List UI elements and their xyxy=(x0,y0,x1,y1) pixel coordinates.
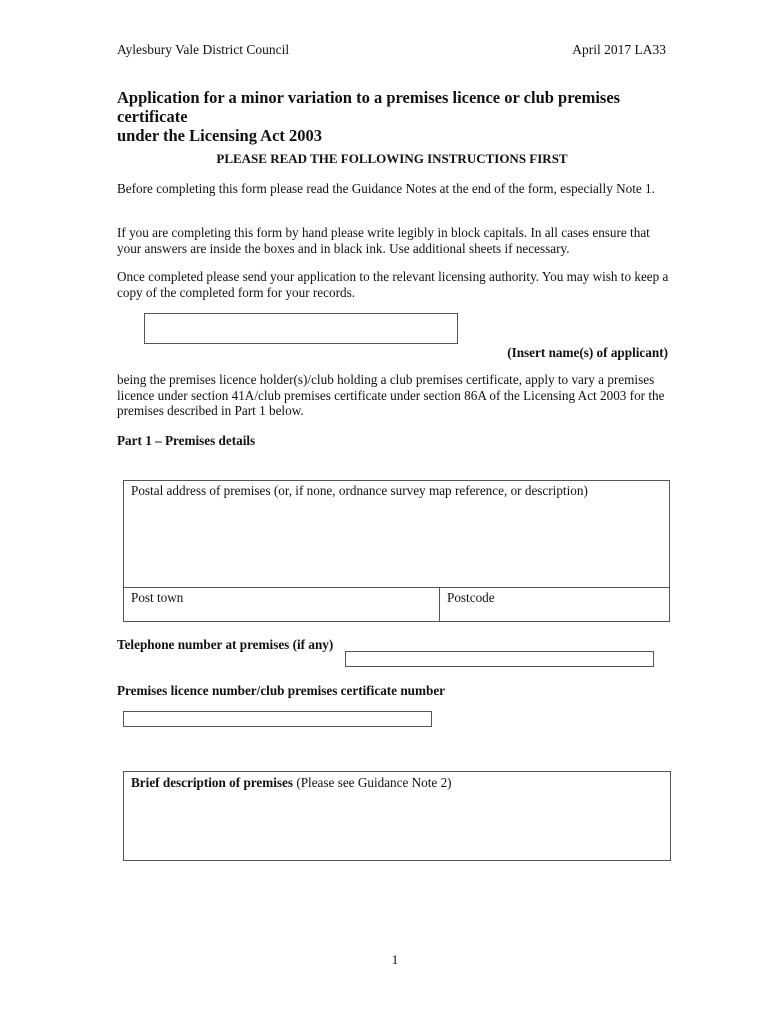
premises-description-label xyxy=(131,775,452,791)
postal-address-field[interactable] xyxy=(124,481,669,587)
instruction-paragraph-3: Once completed please send your application to the relevant licensing authority. You may wish to keep a copy of the completed form for your records. xyxy=(117,269,669,300)
header-organisation: Aylesbury Vale District Council xyxy=(117,42,290,57)
instruction-paragraph-1: Before completing this form please read the Guidance Notes at the end of the form, especially Note 1. xyxy=(117,181,655,196)
form-title xyxy=(117,88,677,145)
licence-number-label: Premises licence number/club premises certificate number xyxy=(117,683,446,698)
postcode-field[interactable] xyxy=(440,588,669,621)
form-title-line-1: Application for a minor variation to a premises licence or club premises certificate xyxy=(117,88,621,126)
post-town-field[interactable] xyxy=(124,588,439,621)
description-label-bold: Brief description of premises xyxy=(131,775,294,790)
application-statement: being the premises licence holder(s)/club holding a club premises certificate, apply to vary a premises licence under section 41A/club premises certificate under section 86A of the Licensing Act 2003 for the premises described in Part 1 below. xyxy=(117,372,665,418)
page-number: 1 xyxy=(391,952,399,967)
post-town-label: Post town xyxy=(131,590,184,605)
licence-number-field[interactable] xyxy=(123,711,432,727)
premises-description-field[interactable] xyxy=(123,771,671,861)
telephone-value xyxy=(346,653,350,668)
applicant-name-value xyxy=(145,314,457,326)
telephone-field[interactable] xyxy=(345,651,654,667)
instructions-heading: PLEASE READ THE FOLLOWING INSTRUCTIONS FIRST xyxy=(216,151,568,166)
applicant-name-label: (Insert name(s) of applicant) xyxy=(507,345,668,360)
description-label-note: (Please see Guidance Note 2) xyxy=(293,775,452,790)
premises-address-table xyxy=(123,480,670,622)
form-title-line-2: under the Licensing Act 2003 xyxy=(117,126,323,145)
applicant-name-field[interactable] xyxy=(144,313,458,344)
licence-number-value xyxy=(124,713,128,728)
header-form-reference: April 2017 LA33 xyxy=(572,42,666,57)
instruction-paragraph-2: If you are completing this form by hand please write legibly in block capitals. In all cases ensure that your answers are inside the boxes and in black ink. Use additional sheets if necessary. xyxy=(117,225,650,256)
part1-heading: Part 1 – Premises details xyxy=(117,433,256,448)
postal-address-label: Postal address of premises (or, if none, ordnance survey map reference, or description) xyxy=(131,483,588,498)
postcode-label: Postcode xyxy=(447,590,495,605)
telephone-label: Telephone number at premises (if any) xyxy=(117,637,334,652)
